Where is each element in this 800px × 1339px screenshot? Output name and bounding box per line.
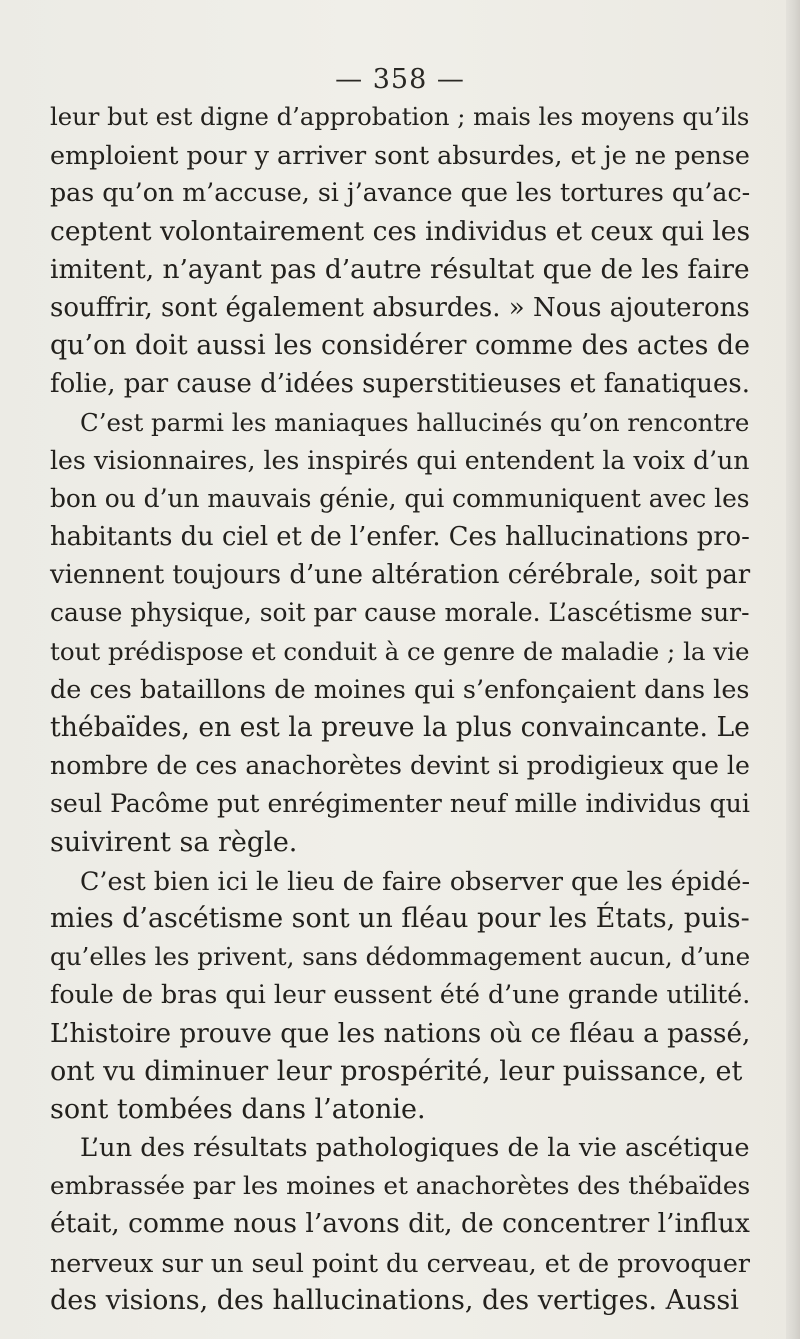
text-line: emploient pour y arriver sont absurdes, et je ne pense — [50, 140, 750, 171]
text-line: imitent, n’ayant pas d’autre résultat que de les faire — [50, 253, 750, 285]
text-line: les visionnaires, les inspirés qui entendent la voix d’un — [50, 445, 750, 475]
text-line: C’est bien ici le lieu de faire observer que les épidé- — [80, 865, 751, 896]
text-line: sont tombées dans l’atonie. — [50, 1093, 426, 1125]
text-line: nombre de ces anachorètes devint si prodigieux que le — [50, 751, 750, 781]
text-line: embrassée par les moines et anachorètes des thébaïdes — [50, 1171, 751, 1201]
text-line: de ces bataillons de moines qui s’enfonçaient dans les — [50, 674, 750, 705]
text-line: était, comme nous l’avons dit, de concentrer l’influx — [50, 1208, 750, 1240]
paragraph-2 — [50, 404, 780, 862]
text-line: des visions, des hallucinations, des vertiges. Aussi — [50, 1284, 739, 1316]
text-line: ceptent volontairement ces individus et ceux qui les — [50, 215, 751, 247]
text-line: L’un des résultats pathologiques de la vie ascétique — [80, 1133, 750, 1164]
text-line: foule de bras qui leur eussent été d’une grande utilité. — [50, 980, 751, 1010]
page-number: — 358 — — [335, 64, 465, 95]
paragraph-4 — [50, 1129, 780, 1320]
text-line: qu’on doit aussi les considérer comme des actes de — [50, 330, 750, 362]
text-line: cause physique, soit par cause morale. L’ascétisme sur- — [50, 598, 750, 628]
text-line: ont vu diminuer leur prospérité, leur puissance, et — [50, 1055, 743, 1087]
text-line: leur but est digne d’approbation ; mais les moyens qu’ils — [50, 102, 750, 131]
text-line: habitants du ciel et de l’enfer. Ces hallucinations pro- — [50, 522, 750, 553]
paragraph-3 — [50, 862, 780, 1129]
text-line: seul Pacôme put enrégimenter neuf mille individus qui — [50, 789, 750, 819]
text-line: tout prédispose et conduit à ce genre de maladie ; la vie — [50, 636, 750, 666]
text-line: pas qu’on m’accuse, si j’avance que les tortures qu’ac- — [50, 178, 751, 208]
paragraph-1 — [50, 98, 780, 404]
body-text — [50, 98, 780, 1320]
text-line: suivirent sa règle. — [50, 826, 298, 858]
text-line: mies d’ascétisme sont un fléau pour les États, puis- — [50, 902, 750, 934]
text-line: qu’elles les privent, sans dédommagement aucun, d’une — [50, 942, 751, 972]
text-line: folie, par cause d’idées superstitieuses et fanatiques. — [50, 369, 750, 400]
page-edge-shadow — [786, 0, 800, 1339]
text-line: C’est parmi les maniaques hallucinés qu’on rencontre — [80, 407, 750, 437]
text-line: bon ou d’un mauvais génie, qui communiquent avec les — [50, 483, 750, 513]
text-line: thébaïdes, en est la preuve la plus convaincante. Le — [50, 712, 750, 743]
text-line: souffrir, sont également absurdes. » Nous ajouterons — [50, 292, 750, 323]
text-line: nerveux sur un seul point du cerveau, et de provoquer — [50, 1247, 750, 1278]
text-line: L’histoire prouve que les nations où ce fléau a passé, — [50, 1018, 751, 1049]
text-line: viennent toujours d’une altération cérébrale, soit par — [50, 560, 751, 591]
